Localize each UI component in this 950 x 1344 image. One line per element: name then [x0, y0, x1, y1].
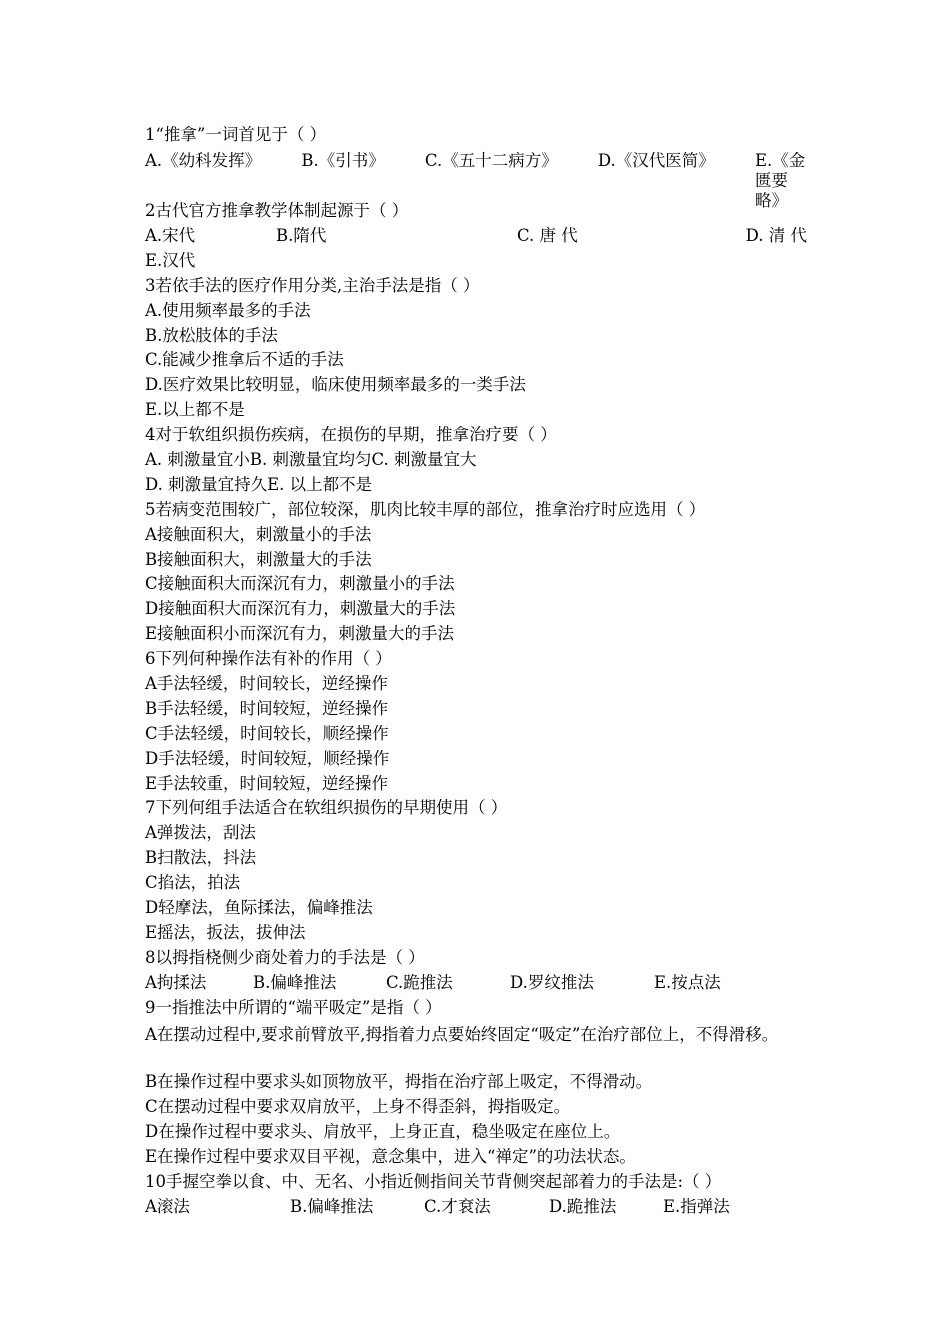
question-10-option-a: A滚法 [145, 1197, 190, 1216]
question-9-option-d: D在操作过程中要求头、肩放平，上身正直，稳坐吸定在座位上。 [145, 1122, 621, 1141]
question-3-stem: 3若依手法的医疗作用分类,主治手法是指（ ） [145, 276, 480, 295]
question-8-option-e: E.按点法 [654, 973, 721, 992]
question-7-stem: 7下列何组手法适合在软组织损伤的早期使用（ ） [145, 798, 508, 817]
question-7-option-b: B扫散法，抖法 [145, 848, 257, 867]
question-2-option-a: A.宋代 [145, 226, 196, 245]
question-2-option-c: C. 唐 代 [517, 226, 578, 245]
question-5-option-d: D接触面积大而深沉有力，刺激量大的手法 [145, 599, 456, 618]
question-3-option-d: D.医疗效果比较明显，临床使用频率最多的一类手法 [145, 375, 526, 394]
question-10-stem: 10手握空拳以食、中、无名、小指近侧指间关节背侧突起部着力的手法是:（ ） [145, 1172, 722, 1191]
question-3-option-e: E.以上都不是 [145, 400, 245, 419]
question-5-option-b: B接触面积大，刺激量大的手法 [145, 550, 372, 569]
question-7-option-c: C掐法，拍法 [145, 873, 241, 892]
question-1-stem: 1“推拿”一词首见于（ ） [145, 125, 327, 144]
question-1-option-d: D.《汉代医简》 [597, 151, 715, 170]
question-5-option-e: E接触面积小而深沉有力，刺激量大的手法 [145, 624, 455, 643]
question-9-option-e: E在操作过程中要求双目平视，意念集中，进入“禅定”的功法状态。 [145, 1147, 636, 1166]
question-3-option-b: B.放松肢体的手法 [145, 326, 278, 345]
question-6-option-c: C手法轻缓，时间较长，顺经操作 [145, 724, 389, 743]
question-8-option-d: D.罗纹推法 [510, 973, 594, 992]
question-9-stem: 9一指推法中所谓的“端平吸定”是指（ ） [145, 998, 442, 1017]
question-1-option-b: B.《引书》 [301, 151, 385, 170]
question-8-option-a: A拘揉法 [145, 973, 207, 992]
question-8-option-b: B.偏峰推法 [253, 973, 337, 992]
question-9-option-c: C在摆动过程中要求双肩放平，上身不得歪斜，拇指吸定。 [145, 1097, 571, 1116]
question-6-option-a: A手法轻缓，时间较长，逆经操作 [145, 674, 388, 693]
question-7-option-d: D轻摩法，鱼际揉法，偏峰推法 [145, 898, 373, 917]
question-9-option-a: A在摆动过程中,要求前臂放平,拇指着力点要始终固定“吸定”在治疗部位上，不得滑移。 [145, 1025, 779, 1044]
question-10-option-e: E.指弹法 [663, 1197, 730, 1216]
question-4-options-line-1: A. 刺激量宜小B. 刺激量宜均匀C. 刺激量宜大 [145, 450, 477, 469]
question-1-option-c: C.《五十二病方》 [424, 151, 558, 170]
question-8-stem: 8以拇指桡侧少商处着力的手法是（ ） [145, 948, 425, 967]
question-10-option-d: D.跪推法 [549, 1197, 617, 1216]
question-2-option-e: E.汉代 [145, 251, 196, 270]
question-10-option-b: B.偏峰推法 [290, 1197, 374, 1216]
question-5-option-a: A接触面积大，刺激量小的手法 [145, 525, 372, 544]
question-9-option-b: B在操作过程中要求头如顶物放平，拇指在治疗部上吸定，不得滑动。 [145, 1072, 653, 1091]
question-5-stem: 5若病变范围较广，部位较深，肌肉比较丰厚的部位，推拿治疗时应选用（ ） [145, 500, 706, 519]
question-6-option-b: B手法轻缓，时间较短，逆经操作 [145, 699, 389, 718]
question-3-option-c: C.能减少推拿后不适的手法 [145, 350, 344, 369]
question-2-stem: 2古代官方推拿教学体制起源于（ ） [145, 201, 409, 220]
question-1-option-a: A.《幼科发挥》 [145, 151, 262, 170]
question-6-stem: 6下列何种操作法有补的作用（ ） [145, 649, 392, 668]
question-5-option-c: C接触面积大而深沉有力，刺激量小的手法 [145, 574, 455, 593]
question-2-option-b: B.隋代 [276, 226, 327, 245]
question-2-option-d: D. 清 代 [745, 226, 807, 245]
question-7-option-e: E摇法，扳法，拔伸法 [145, 923, 306, 942]
question-6-option-d: D手法轻缓，时间较短，顺经操作 [145, 749, 390, 768]
question-4-stem: 4对于软组织损伤疾病，在损伤的早期，推拿治疗要（ ） [145, 425, 557, 444]
question-1-option-e: E.《金匮要略》 [754, 151, 806, 210]
question-3-option-a: A.使用频率最多的手法 [145, 301, 311, 320]
question-6-option-e: E手法较重，时间较短，逆经操作 [145, 774, 389, 793]
question-4-options-line-2: D. 刺激量宜持久E. 以上都不是 [145, 475, 373, 494]
question-8-option-c: C.跪推法 [386, 973, 453, 992]
question-7-option-a: A弹拨法，刮法 [145, 823, 256, 842]
question-10-option-c: C.才袞法 [424, 1197, 491, 1216]
